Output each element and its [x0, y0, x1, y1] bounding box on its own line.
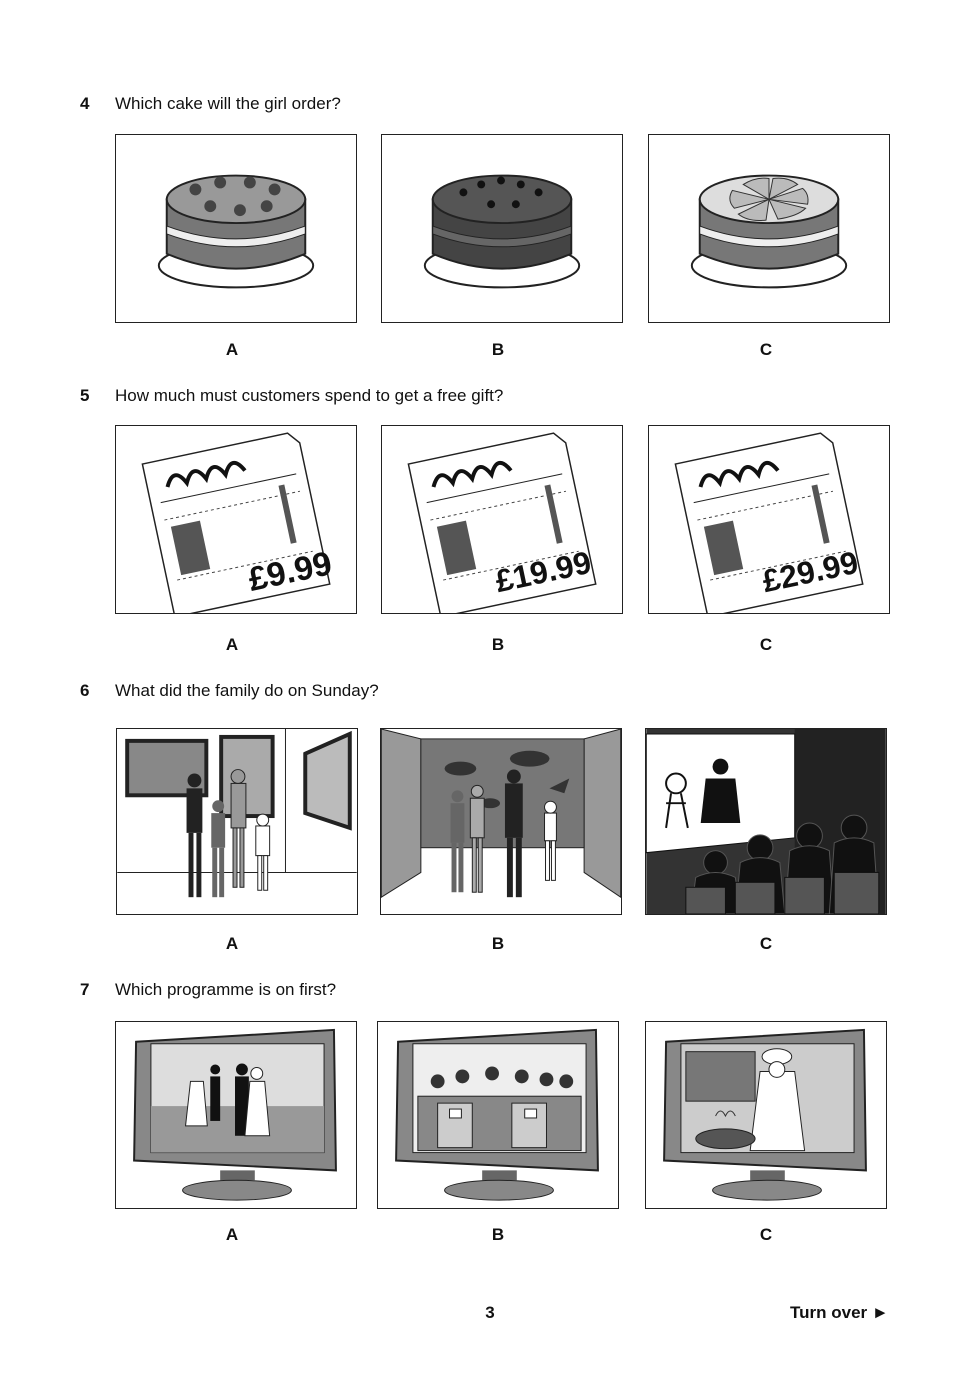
q6-option-c-picture [645, 728, 887, 915]
q4-option-c-picture [648, 134, 890, 323]
question-7-number: 7 [80, 980, 90, 999]
receipt-icon [382, 426, 622, 613]
question-7-text: Which programme is on first? [115, 980, 337, 999]
strawberry-cake-icon [116, 135, 356, 322]
question-6-text: What did the family do on Sunday? [115, 681, 379, 700]
q5-option-a-label[interactable]: A [225, 635, 239, 654]
q7-option-a-label[interactable]: A [225, 1225, 239, 1244]
q5-option-b-picture [381, 425, 623, 614]
q6-option-a-picture [116, 728, 358, 915]
q5-option-c-label[interactable]: C [759, 635, 773, 654]
question-5-number: 5 [80, 386, 90, 405]
question-6-number: 6 [80, 681, 90, 700]
receipt-amount-b: £19.99 [492, 543, 595, 600]
cinema-icon [646, 729, 886, 914]
aquarium-icon [381, 729, 621, 914]
q6-option-b-label[interactable]: B [491, 934, 505, 953]
q6-option-a-label[interactable]: A [225, 934, 239, 953]
q5-option-a-picture [115, 425, 357, 614]
question-5-text: How much must customers spend to get a free gift? [115, 386, 504, 405]
tv-dancing-icon [116, 1022, 356, 1208]
receipt-icon [649, 426, 889, 613]
q4-option-b-label[interactable]: B [491, 340, 505, 359]
art-gallery-icon [117, 729, 357, 914]
q4-option-b-picture [381, 134, 623, 323]
orange-cake-icon [649, 135, 889, 322]
question-4-text: Which cake will the girl order? [115, 94, 341, 113]
receipt-amount-a: £9.99 [245, 545, 336, 599]
q7-option-c-label[interactable]: C [759, 1225, 773, 1244]
q6-option-b-picture [380, 728, 622, 915]
q7-option-c-picture [645, 1021, 887, 1209]
page-number: 3 [485, 1303, 495, 1322]
chocolate-cake-icon [382, 135, 622, 322]
q6-option-c-label[interactable]: C [759, 934, 773, 953]
tv-quiz-show-icon [378, 1022, 618, 1208]
q5-option-b-label[interactable]: B [491, 635, 505, 654]
q4-option-c-label[interactable]: C [759, 340, 773, 359]
q7-option-b-label[interactable]: B [491, 1225, 505, 1244]
q7-option-a-picture [115, 1021, 357, 1209]
q7-option-b-picture [377, 1021, 619, 1209]
question-4-number: 4 [80, 94, 90, 113]
turn-over-label: Turn over ► [790, 1303, 889, 1322]
q4-option-a-label[interactable]: A [225, 340, 239, 359]
q5-option-c-picture [648, 425, 890, 614]
receipt-icon [116, 426, 356, 613]
receipt-amount-c: £29.99 [759, 543, 862, 600]
tv-cookery-show-icon [646, 1022, 886, 1208]
q4-option-a-picture [115, 134, 357, 323]
